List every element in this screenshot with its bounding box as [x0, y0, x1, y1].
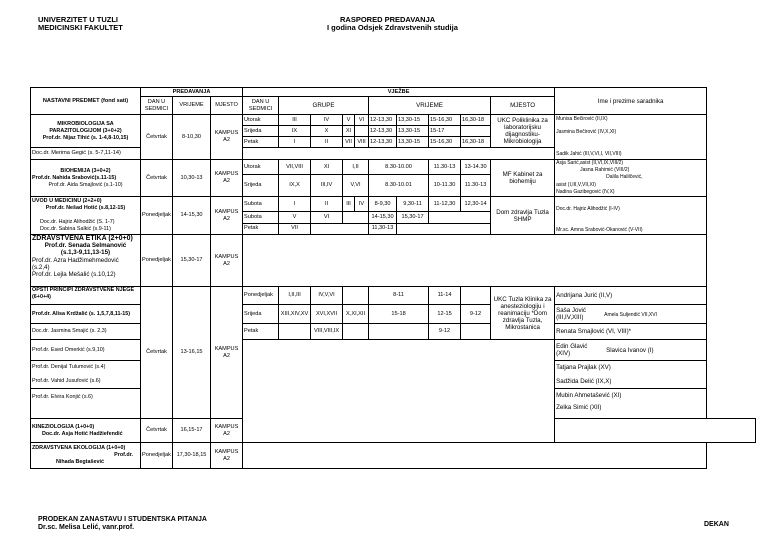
- time-cell: 8-11: [369, 287, 429, 305]
- staff-cell: Renata Smajlović (VI, VIII)*: [555, 324, 707, 340]
- vj-day: Srijeda: [243, 175, 279, 197]
- vj-day: Utorak: [243, 160, 279, 175]
- page-title: RASPORED PREDAVANJA: [340, 15, 436, 24]
- group-cell: I: [279, 137, 311, 148]
- time-cell: 15-16,30: [429, 115, 461, 126]
- subject-njega-others: Prof.dr. Denijal Tulumović (s.4) Prof.dr. Vahid Jusufović (s.6): [31, 361, 141, 389]
- vj-day-header: DAN U SEDMICI: [243, 97, 279, 115]
- pred-place: KAMPUS A2: [211, 160, 243, 197]
- empty-cell: [311, 223, 369, 234]
- group-cell: IX,X: [279, 175, 311, 197]
- empty-cell: [243, 340, 555, 443]
- group-cell: I,II: [343, 160, 369, 175]
- pred-place: KAMPUS A2: [211, 197, 243, 235]
- pred-day-header: DAN U SEDMICI: [141, 97, 173, 115]
- group-cell: IV: [311, 115, 343, 126]
- group-cell: XI: [311, 160, 343, 175]
- pred-time: 10,30-13: [173, 160, 211, 197]
- pred-time: 13-16,15: [173, 287, 211, 419]
- empty-cell: [243, 443, 707, 469]
- time-cell: [461, 126, 491, 137]
- pred-day: Četvrtak: [141, 419, 173, 443]
- group-cell: IV,V,VI: [311, 287, 343, 305]
- vj-day: Petak: [243, 324, 279, 340]
- subject-njega-prof: Prof.dr. Esed Omerkić (s.9,10): [31, 340, 141, 361]
- time-cell: 10-11.30: [429, 175, 461, 197]
- empty-cell: [243, 148, 555, 160]
- time-cell: 9-12: [461, 305, 491, 324]
- group-cell: V,VI: [343, 175, 369, 197]
- staff-cell: Tatjana Prajlak (XV) Sadžida Delić (IX,X): [555, 361, 707, 389]
- vj-day: Srijeda: [243, 305, 279, 324]
- time-cell: 12-13,30: [369, 126, 397, 137]
- group-cell: VII: [279, 223, 311, 234]
- empty-cell: [397, 223, 491, 234]
- staff-cell: Mubin Ahmetašević (XI) Zelka Simić (XII): [555, 389, 707, 419]
- vj-place: UKC Tuzla Klinika za anesteziologiju i reanimaciju *Dom zdravlja Tuzla, Mikrostanica: [491, 287, 555, 340]
- vj-day: Petak: [243, 223, 279, 234]
- time-cell: [461, 287, 491, 305]
- group-cell: [355, 126, 369, 137]
- vj-day: Subota: [243, 212, 279, 223]
- pred-place-header: MJESTO: [211, 97, 243, 115]
- group-cell: X,XI,XII: [343, 305, 369, 324]
- group-cell: II: [311, 197, 343, 212]
- time-cell: 9-12: [429, 324, 461, 340]
- pred-day: Četvrtak: [141, 287, 173, 419]
- vj-place: Dom zdravlja Tuzla SHMP: [491, 197, 555, 235]
- subject-column-header: NASTAVNI PREDMET (fond sati): [31, 88, 141, 115]
- subject-njega: OPŠTI PRINCIPI ZDRAVSTVENE NJEGE (6+0+4): [31, 287, 141, 305]
- vj-place: UKC Poliklinika za laboratorijsku dijagnostiku-Mikrobiologija: [491, 115, 555, 148]
- vj-time-header: VRIJEME: [369, 97, 491, 115]
- pred-day: Ponedjeljak: [141, 235, 173, 287]
- group-cell: VII,VIII: [279, 160, 311, 175]
- staff-uvod: Doc.dr. Hajriz Alihodžić (I-IV) Mr.sc. Amna Srabović-Okanović (V-VII): [555, 197, 707, 235]
- group-cell: XI: [343, 126, 355, 137]
- vj-day: Utorak: [243, 115, 279, 126]
- group-cell: V: [279, 212, 311, 223]
- group-cell: VIII: [355, 137, 369, 148]
- subject-njega-prof: Prof.dr. Elvira Konjić (s.6): [31, 389, 141, 419]
- time-cell: 8-9,30: [369, 197, 397, 212]
- vj-day: Srijeda: [243, 126, 279, 137]
- staff-biohemija: Asja Šarić,asist (II,VI,IX,VIII/2) Jasna Rahimić (VIII/2) Dalila Halilčević, asist (I,III,V,VII,XI) Nadina Gazibegović (IV,X): [555, 160, 707, 197]
- pred-time: 16,15-17: [173, 419, 211, 443]
- pred-place: KAMPUS A2: [211, 419, 243, 443]
- prodekan-name: Dr.sc. Melisa Lelić, vanr.prof.: [38, 524, 135, 531]
- predavanja-header: PREDAVANJA: [141, 88, 243, 97]
- time-cell: 12-13,30: [369, 115, 397, 126]
- time-cell: 9,30-11: [397, 197, 429, 212]
- group-cell: VIII,VIII,IX: [311, 324, 343, 340]
- group-cell: VI: [311, 212, 343, 223]
- group-cell: II: [311, 137, 343, 148]
- vj-day: Ponedjeljak: [243, 287, 279, 305]
- group-cell: III,IV: [311, 175, 343, 197]
- time-cell: 12-13,30: [369, 137, 397, 148]
- staff-column-header: Ime i prezime saradnika: [555, 88, 707, 115]
- time-cell: 15-17: [429, 126, 461, 137]
- time-cell: 15-16,30: [429, 137, 461, 148]
- time-cell: 13,30-15: [397, 115, 429, 126]
- group-cell: IV: [355, 197, 369, 212]
- time-cell: 13-14.30: [461, 160, 491, 175]
- subject-ekologija: ZDRAVSTVENA EKOLOGIJA (1+0+0) Prof.dr. Nihada Begtašević: [31, 443, 141, 469]
- group-cell: VI: [355, 115, 369, 126]
- time-cell: 16,30-18: [461, 137, 491, 148]
- dekan-title: DEKAN: [704, 521, 729, 528]
- subject-etika: ZDRAVSTVENA ETIKA (2+0+0) Prof.dr. Senada Selmanović (s.1,3-9,11,13-15) Prof.dr. Azra Hadžimehmedović (s.2,4) Prof.dr. Lejla Mešalić (s.10,12): [31, 235, 141, 287]
- subject-mikrobiologija-doc: Doc.dr. Merima Gegić (s. 5-7,11-14): [31, 148, 141, 160]
- time-cell: 13,30-15: [397, 126, 429, 137]
- university-name: UNIVERZITET U TUZLI: [38, 15, 118, 24]
- time-cell: 11.30-13: [461, 175, 491, 197]
- time-cell: 13,30-15: [397, 137, 429, 148]
- pred-place: KAMPUS A2: [211, 115, 243, 160]
- group-cell: III: [343, 197, 355, 212]
- pred-time: 14-15,30: [173, 197, 211, 235]
- time-cell: 11-14: [429, 287, 461, 305]
- subject-njega-prof: Prof.dr. Alisa Krdžalić (s. 1,5,7,8,11-15): [31, 305, 141, 324]
- pred-place: KAMPUS A2: [211, 443, 243, 469]
- group-cell: IX: [279, 126, 311, 137]
- pred-day: Ponedjeljak: [141, 443, 173, 469]
- time-cell: [369, 324, 429, 340]
- pred-day: Četvrtak: [141, 160, 173, 197]
- time-cell: 16,30-18: [461, 115, 491, 126]
- time-cell: [461, 324, 491, 340]
- group-cell: VII: [343, 137, 355, 148]
- subject-biohemija: BIOHEMIJA (3+0+2) Prof.dr. Nahida Srabović(s.11-15) Prof.dr. Aida Smajlović (s.1-10): [31, 160, 141, 197]
- time-cell: 15-18: [369, 305, 429, 324]
- group-cell: V: [343, 115, 355, 126]
- pred-place: KAMPUS A2: [211, 287, 243, 419]
- group-cell: XIII,XIV,XV: [279, 305, 311, 324]
- group-cell: [343, 324, 369, 340]
- pred-time: 17,30-18,15: [173, 443, 211, 469]
- vj-day: Petak: [243, 137, 279, 148]
- pred-place: KAMPUS A2: [211, 235, 243, 287]
- vj-day: Subota: [243, 197, 279, 212]
- subject-mikrobiologija: MIKROBIOLOGIJA SA PARAZITOLOGIJOM (3+0+2) Prof.dr. Nijaz Tihić (s. 1-4,8-10,15): [31, 115, 141, 148]
- empty-cell: [343, 212, 369, 223]
- pred-time-header: VRIJEME: [173, 97, 211, 115]
- time-cell: 8.30-10.00: [369, 160, 429, 175]
- subject-njega-doc: Doc.dr. Jasmina Smajić (s. 2,3): [31, 324, 141, 340]
- staff-mikrobiologija: Munisa Bečirović (II,IX) Jasmina Bečirović (IV,X,XI) Sadik Jahić (III,V,VI,I, VII,VIII): [555, 115, 707, 160]
- time-cell: 12,30-14: [461, 197, 491, 212]
- vj-place-header: MJESTO: [491, 97, 555, 115]
- group-cell: I,II,III: [279, 287, 311, 305]
- time-cell: 15,30-17: [397, 212, 429, 223]
- groups-header: GRUPE: [279, 97, 369, 115]
- empty-cell: [555, 419, 756, 443]
- time-cell: 11-12,30: [429, 197, 461, 212]
- pred-day: Ponedjeljak: [141, 197, 173, 235]
- group-cell: III: [279, 115, 311, 126]
- group-cell: XVI,XVII: [311, 305, 343, 324]
- prodekan-title: PRODEKAN ZANASTAVU I STUDENTSKA PITANJA: [38, 516, 207, 523]
- pred-time: 15,30-17: [173, 235, 211, 287]
- empty-cell: [243, 235, 707, 287]
- staff-cell: Andrijana Jurić (II,V): [555, 287, 707, 305]
- page-subtitle: I godina Odsjek Zdravstvenih studija: [327, 23, 458, 32]
- schedule-table: [30, 87, 756, 469]
- pred-time: 8-10,30: [173, 115, 211, 160]
- time-cell: 12-15: [429, 305, 461, 324]
- vjezbe-header: VJEŽBE: [243, 88, 555, 97]
- group-cell: I: [279, 197, 311, 212]
- staff-cell: Saša Jović (III,IV,XIII) Amela Suljendić VII,XVI: [555, 305, 707, 324]
- empty-cell: [429, 212, 491, 223]
- staff-cell: Edin Glavić (XIV) Slavica Ivanov (I): [555, 340, 707, 361]
- subject-uvod: UVOD U MEDICINU (2+2+0) Prof.dr. Nešad Hotić (s.8,12-15) Doc.dr. Hajriz Alihodžić (S. 1-7) Doc.dr. Sabina Salkić (s.9-11): [31, 197, 141, 235]
- time-cell: 14-15,30: [369, 212, 397, 223]
- group-cell: [343, 287, 369, 305]
- time-cell: 11.30-13: [429, 160, 461, 175]
- pred-day: Četvrtak: [141, 115, 173, 160]
- time-cell: 8.30-10.01: [369, 175, 429, 197]
- group-cell: X: [311, 126, 343, 137]
- group-cell: [279, 324, 311, 340]
- faculty-name: MEDICINSKI FAKULTET: [38, 23, 123, 32]
- vj-place: MF Kabinet za biohemiju: [491, 160, 555, 197]
- subject-kineziologija: KINEZIOLOGIJA (1+0+0) Doc.dr. Asja Hotić Hadžiefendić: [31, 419, 141, 443]
- time-cell: 11,30-13: [369, 223, 397, 234]
